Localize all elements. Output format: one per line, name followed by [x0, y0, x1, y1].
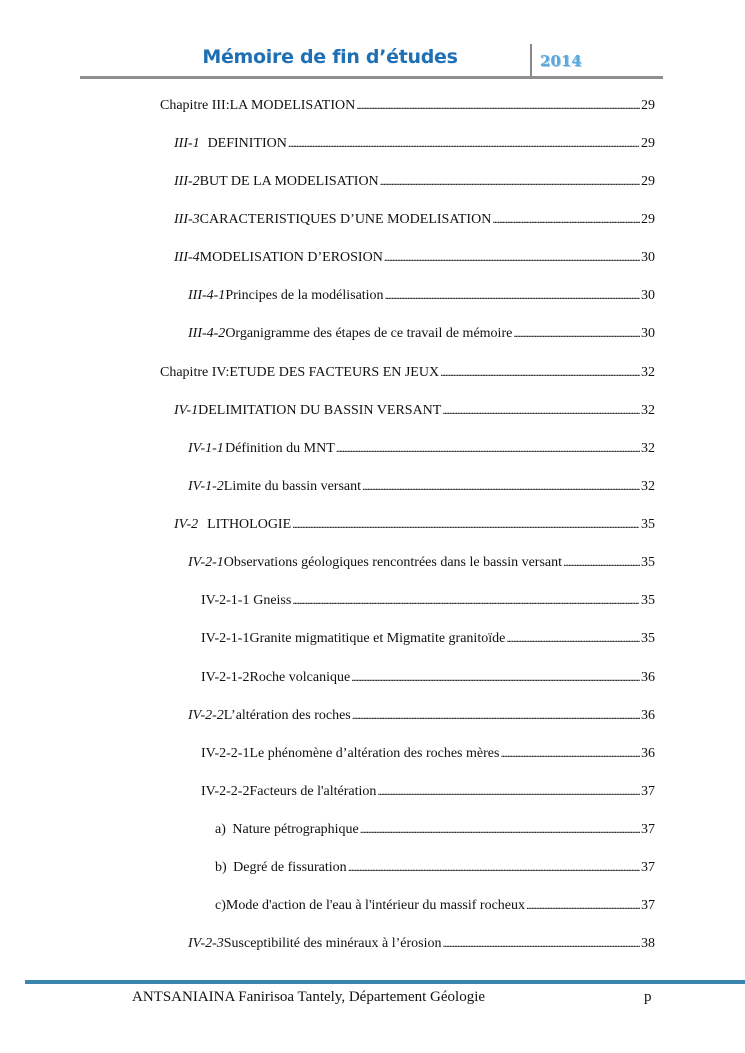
toc-entry[interactable]: [174, 514, 655, 534]
toc-leader: [385, 285, 640, 306]
toc-page-number: 35: [641, 517, 655, 532]
toc-number: IV-2: [174, 517, 199, 532]
toc-page-number: 38: [641, 936, 655, 951]
toc-number: III-4: [174, 250, 200, 265]
toc-page-number: 30: [641, 326, 655, 341]
toc-number: IV-2-2: [188, 708, 224, 723]
document-title: Mémoire de fin d’études: [202, 46, 458, 68]
toc-leader: [336, 438, 640, 459]
toc-page-number: 37: [641, 822, 655, 837]
toc-leader: [288, 133, 639, 154]
toc-entry[interactable]: [174, 400, 655, 420]
toc-page-number: 32: [641, 403, 655, 418]
toc-page-number: 36: [641, 746, 655, 761]
toc-entry[interactable]: [174, 171, 655, 191]
toc-title: Roche volcanique: [249, 670, 351, 685]
toc-leader: [442, 400, 640, 421]
toc-number: III-4-1: [188, 288, 226, 303]
toc-page-number: 29: [641, 98, 655, 113]
toc-number: IV-2-1-2: [201, 670, 250, 685]
toc-page-number: 37: [641, 784, 655, 799]
toc-leader: [526, 895, 640, 916]
toc-entry[interactable]: [160, 95, 655, 115]
toc-entry[interactable]: [188, 285, 655, 305]
toc-leader: [492, 209, 640, 230]
toc-number: c): [215, 898, 226, 913]
toc-title: CARACTERISTIQUES D’UNE MODELISATION: [199, 212, 492, 227]
toc-leader: [352, 705, 640, 726]
toc-leader: [380, 171, 640, 192]
toc-title: Nature pétrographique: [232, 822, 359, 837]
toc-title: BUT DE LA MODELISATION: [199, 174, 379, 189]
toc-page-number: 32: [641, 479, 655, 494]
footer-rule: [25, 980, 745, 984]
toc-number: III-3: [174, 212, 200, 227]
toc-leader: [506, 628, 640, 649]
toc-number: III-2: [174, 174, 200, 189]
toc-leader: [443, 933, 641, 954]
toc-title: Mode d'action de l'eau à l'intérieur du massif rocheux: [225, 898, 526, 913]
toc-title: MODELISATION D’EROSION: [199, 250, 383, 265]
toc-number: III-4-2: [188, 326, 226, 341]
toc-leader: [440, 362, 640, 383]
toc-leader: [513, 323, 640, 344]
toc-entry[interactable]: [215, 895, 655, 915]
toc-number: Chapitre IV:: [160, 365, 230, 380]
toc-leader: [563, 552, 640, 573]
toc-page-number: 35: [641, 593, 655, 608]
toc-page-number: 32: [641, 441, 655, 456]
toc-entry[interactable]: [188, 438, 655, 458]
toc-number: Chapitre III:: [160, 98, 230, 113]
toc-entry[interactable]: [201, 590, 655, 610]
toc-page-number: 36: [641, 708, 655, 723]
toc-page-number: 29: [641, 136, 655, 151]
toc-entry[interactable]: [160, 362, 655, 382]
toc-title: Facteurs de l'altération: [249, 784, 377, 799]
toc-leader: [292, 590, 639, 611]
toc-number: IV-1: [174, 403, 199, 418]
toc-entry[interactable]: [188, 552, 655, 572]
toc-title: Degré de fissuration: [233, 860, 347, 875]
toc-number: IV-2-3: [188, 936, 224, 951]
footer-page-number: p: [644, 989, 652, 1005]
toc-entry[interactable]: [215, 857, 655, 877]
toc-entry[interactable]: [201, 781, 655, 801]
toc-number: IV-2-1-1: [201, 631, 250, 646]
toc-page-number: 37: [641, 898, 655, 913]
toc-title: Limite du bassin versant: [223, 479, 362, 494]
toc-title: Principes de la modélisation: [225, 288, 384, 303]
toc-title: Susceptibilité des minéraux à l’érosion: [223, 936, 442, 951]
toc-number: IV-2-2-1: [201, 746, 250, 761]
toc-title: DELIMITATION DU BASSIN VERSANT: [198, 403, 442, 418]
toc-leader: [384, 247, 640, 268]
document-year: 2014: [540, 52, 582, 70]
toc-leader: [500, 743, 640, 764]
toc-entry[interactable]: [201, 628, 655, 648]
toc-title: Organigramme des étapes de ce travail de mémoire: [225, 326, 513, 341]
toc-title: L’altération des roches: [223, 708, 351, 723]
toc-page-number: 37: [641, 860, 655, 875]
toc-title: Observations géologiques rencontrées dans le bassin versant: [223, 555, 563, 570]
toc-title: LITHOLOGIE: [207, 517, 292, 532]
toc-page-number: 32: [641, 365, 655, 380]
toc-page-number: 29: [641, 174, 655, 189]
toc-leader: [356, 95, 640, 116]
toc-title: DEFINITION: [207, 136, 287, 151]
toc-title: Gneiss: [253, 593, 292, 608]
toc-leader: [348, 857, 640, 878]
toc-page-number: 35: [641, 631, 655, 646]
toc-entry[interactable]: [188, 476, 655, 496]
toc-entry[interactable]: [215, 819, 655, 839]
toc-title: ETUDE DES FACTEURS EN JEUX: [229, 365, 440, 380]
toc-entry[interactable]: [201, 743, 655, 763]
toc-title: LA MODELISATION: [229, 98, 356, 113]
toc-number: IV-2-2-2: [201, 784, 250, 799]
toc-page-number: 29: [641, 212, 655, 227]
toc-title: Définition du MNT: [225, 441, 335, 456]
toc-page-number: 36: [641, 670, 655, 685]
toc-page-number: 35: [641, 555, 655, 570]
toc-leader: [360, 819, 640, 840]
toc-title: Le phénomène d’altération des roches mères: [249, 746, 500, 761]
toc-number: a): [215, 822, 226, 837]
toc-entry[interactable]: [188, 705, 655, 725]
toc-number: IV-1-2: [188, 479, 224, 494]
toc-number: IV-2-1-1: [201, 593, 250, 608]
toc-number: IV-2-1: [188, 555, 224, 570]
toc-entry[interactable]: [174, 209, 655, 229]
toc-page-number: 30: [641, 250, 655, 265]
toc-page-number: 30: [641, 288, 655, 303]
toc-title: Granite migmatitique et Migmatite granitoïde: [249, 631, 506, 646]
toc-leader: [292, 514, 639, 535]
toc-entry[interactable]: [174, 247, 655, 267]
toc-leader: [351, 667, 640, 688]
footer-author: ANTSANIAINA Fanirisoa Tantely, Département Géologie: [132, 989, 486, 1005]
toc-number: III-1: [174, 136, 200, 151]
toc-entry[interactable]: [201, 667, 655, 687]
toc-entry[interactable]: [188, 323, 655, 343]
toc-number: IV-1-1: [188, 441, 224, 456]
toc-entry[interactable]: [174, 133, 655, 153]
toc-leader: [362, 476, 640, 497]
toc-entry[interactable]: [188, 933, 655, 953]
toc-number: b): [215, 860, 227, 875]
toc-leader: [377, 781, 640, 802]
